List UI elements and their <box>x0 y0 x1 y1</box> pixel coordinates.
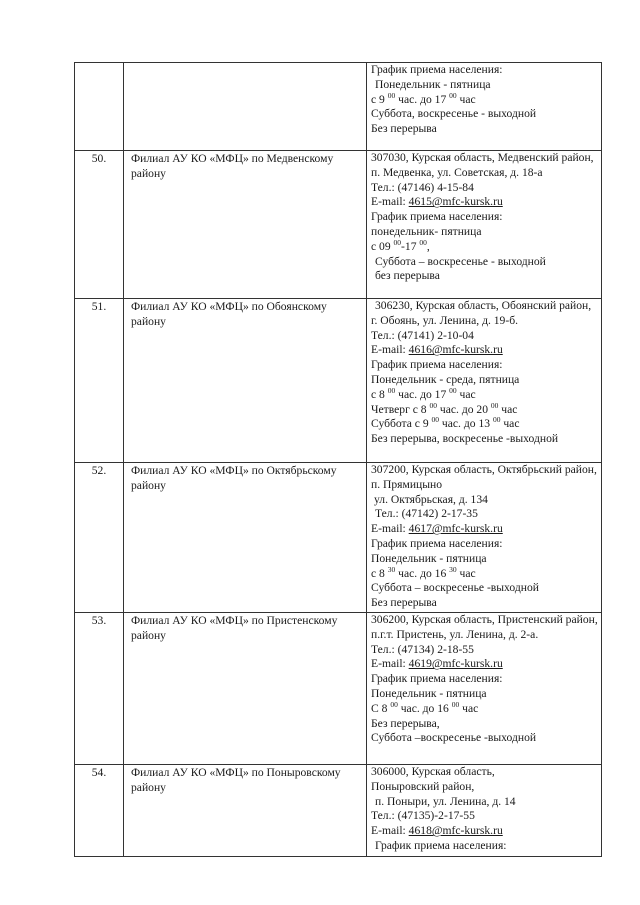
branch-name: Филиал АУ КО «МФЦ» по Пристенскому району <box>131 614 338 642</box>
text-fragment: Тел.: (47141) 2-10-04 <box>371 328 474 342</box>
address-line <box>371 780 599 795</box>
text-fragment: Четверг с 8 <box>371 402 430 416</box>
branch-name: Филиал АУ КО «МФЦ» по Октябрьскому району <box>131 464 337 492</box>
time-minutes-superscript: 00 <box>387 385 396 395</box>
time-minutes-superscript: 00 <box>431 415 440 425</box>
address-line <box>371 181 599 196</box>
address-line <box>371 765 599 780</box>
text-fragment: час <box>456 566 476 580</box>
text-fragment: час. до 16 <box>397 701 452 715</box>
text-fragment: График приема населения: <box>371 63 503 76</box>
text-fragment: с 09 <box>371 239 394 253</box>
branch-contacts-cell <box>367 151 602 299</box>
branch-contacts-cell <box>367 613 602 765</box>
schedule-line <box>371 358 599 373</box>
text-fragment: График приема населения: <box>371 358 503 372</box>
branch-number: 51. <box>91 300 107 313</box>
text-fragment: Тел.: (47146) 4-15-84 <box>371 180 474 194</box>
table-row <box>75 463 602 613</box>
branch-name-cell <box>124 463 367 613</box>
schedule-line <box>371 552 599 567</box>
branch-name: Филиал АУ КО «МФЦ» по Поныровскому району <box>131 766 341 794</box>
table-row <box>75 151 602 299</box>
text-fragment: Понедельник - среда, пятница <box>371 372 520 386</box>
text-fragment: 306000, Курская область, <box>371 765 495 778</box>
text-fragment: п. Медвенка, ул. Советская, д. 18-а <box>371 165 543 179</box>
time-minutes-superscript: 00 <box>390 699 398 709</box>
address-line <box>371 329 599 344</box>
address-line <box>371 824 599 839</box>
text-fragment: час <box>459 701 479 715</box>
text-fragment: График приема населения: <box>371 672 503 686</box>
address-line <box>371 151 599 166</box>
branch-number-cell <box>75 299 124 463</box>
text-fragment: Тел.: (47135)-2-17-55 <box>371 809 475 823</box>
text-fragment: Суббота, воскресенье - выходной <box>371 107 537 121</box>
branches-table <box>74 62 602 857</box>
time-minutes-superscript: 00 <box>451 699 460 709</box>
schedule-line <box>371 78 599 93</box>
schedule-line <box>371 210 599 225</box>
email-link[interactable]: 4619@mfc-kursk.ru <box>408 657 503 671</box>
address-line <box>371 643 599 658</box>
schedule-line <box>371 687 599 702</box>
text-fragment: 307030, Курская область, Медвенский район, <box>371 151 594 164</box>
schedule-line <box>371 717 599 732</box>
text-fragment: Суббота –воскресенье -выходной <box>371 731 537 745</box>
text-fragment: E-mail: <box>371 522 409 536</box>
address-line <box>371 657 599 672</box>
address-line <box>371 343 599 358</box>
address-line <box>371 195 599 210</box>
text-fragment: Понедельник - пятница <box>375 77 491 91</box>
text-fragment: E-mail: <box>371 195 409 209</box>
branch-contacts-cell <box>367 463 602 613</box>
time-minutes-superscript: 00 <box>490 400 499 410</box>
branch-name-cell <box>124 613 367 765</box>
branch-number-cell <box>75 765 124 857</box>
time-minutes-superscript: 30 <box>387 564 396 574</box>
address-line <box>371 628 599 643</box>
schedule-line <box>371 63 599 78</box>
text-fragment: Без перерыва, воскресенье -выходной <box>371 432 559 446</box>
schedule-line <box>371 90 599 108</box>
text-fragment: E-mail: <box>371 824 409 838</box>
text-fragment: График приема населения: <box>371 536 503 550</box>
address-line <box>371 493 599 508</box>
address-line <box>371 809 599 824</box>
text-fragment: График приема населения: <box>375 838 507 852</box>
text-fragment: 306230, Курская область, Обоянский район, <box>375 299 592 312</box>
branch-number-cell <box>75 63 124 151</box>
text-fragment: 306200, Курская область, Пристенский район, <box>371 613 598 626</box>
schedule-line <box>371 385 599 403</box>
branch-number-cell <box>75 151 124 299</box>
text-fragment: час. до 20 <box>437 402 491 416</box>
text-fragment: -17 <box>401 239 420 253</box>
branch-number-cell <box>75 463 124 613</box>
text-fragment: час. до 17 <box>395 387 450 401</box>
text-fragment: 307200, Курская область, Октябрьский район, п. Прямицыно <box>371 463 597 491</box>
table-row <box>75 765 602 857</box>
schedule-line <box>371 373 599 388</box>
time-minutes-superscript: 00 <box>387 90 396 100</box>
email-link[interactable]: 4616@mfc-kursk.ru <box>408 343 503 357</box>
text-fragment: Тел.: (47134) 2-18-55 <box>371 642 474 656</box>
text-fragment: E-mail: <box>371 343 409 357</box>
text-fragment: Тел.: (47142) 2-17-35 <box>375 507 478 521</box>
address-line <box>371 166 599 181</box>
text-fragment: Без перерыва, <box>371 716 440 730</box>
time-minutes-superscript: 00 <box>449 90 457 100</box>
text-fragment: г. Обоянь, ул. Ленина, д. 19-б. <box>371 313 519 327</box>
schedule-line <box>371 596 599 611</box>
branch-number: 50. <box>91 152 107 165</box>
text-fragment: С 8 <box>371 701 391 715</box>
text-fragment: с 8 <box>371 387 388 401</box>
time-minutes-superscript: 00 <box>393 237 402 247</box>
text-fragment: час. до 16 <box>395 566 450 580</box>
address-line <box>371 613 599 628</box>
address-line <box>371 507 599 522</box>
branch-contacts-cell <box>367 765 602 857</box>
time-minutes-superscript: 00 <box>419 237 427 247</box>
branches-table-body <box>75 63 602 857</box>
branch-name-cell <box>124 765 367 857</box>
text-fragment: с 9 <box>371 92 388 106</box>
branch-name-cell <box>124 63 367 151</box>
address-line <box>371 463 599 493</box>
branch-name-cell <box>124 151 367 299</box>
schedule-line <box>371 400 599 418</box>
table-row <box>75 299 602 463</box>
schedule-line <box>371 672 599 687</box>
text-fragment: час <box>500 417 520 431</box>
text-fragment: Понедельник - пятница <box>371 686 487 700</box>
table-row <box>75 613 602 765</box>
schedule-line <box>371 564 599 582</box>
time-minutes-superscript: 00 <box>429 400 437 410</box>
email-link[interactable]: 4618@mfc-kursk.ru <box>408 824 503 838</box>
text-fragment: без перерыва <box>375 269 440 283</box>
schedule-line <box>371 581 599 596</box>
address-line <box>371 795 599 810</box>
text-fragment: E-mail: <box>371 657 409 671</box>
schedule-line <box>371 107 599 122</box>
schedule-line <box>371 237 599 255</box>
text-fragment: , <box>426 239 430 253</box>
address-line <box>371 314 599 329</box>
schedule-line <box>371 839 599 854</box>
address-line <box>371 299 599 314</box>
text-fragment: час. до 17 <box>395 92 450 106</box>
branch-name: Филиал АУ КО «МФЦ» по Обоянскому району <box>131 300 327 328</box>
time-minutes-superscript: 00 <box>449 385 457 395</box>
text-fragment: час <box>456 387 476 401</box>
text-fragment: График приема населения: <box>371 210 503 224</box>
text-fragment: час <box>498 402 518 416</box>
schedule-line <box>371 122 599 137</box>
text-fragment: Без перерыва <box>371 122 437 136</box>
schedule-line <box>371 269 599 284</box>
text-fragment: понедельник- пятница <box>371 224 482 238</box>
branch-contacts-cell <box>367 299 602 463</box>
branch-name: Филиал АУ КО «МФЦ» по Медвенскому району <box>131 152 334 180</box>
branch-number: 52. <box>91 464 107 477</box>
text-fragment: п. Поныри, ул. Ленина, д. 14 <box>375 794 516 808</box>
schedule-line <box>371 432 599 447</box>
text-fragment: ул. Октябрьская, д. 134 <box>374 492 488 506</box>
time-minutes-superscript: 00 <box>492 415 501 425</box>
email-link[interactable]: 4615@mfc-kursk.ru <box>408 195 503 209</box>
schedule-line <box>371 537 599 552</box>
branch-name-cell <box>124 299 367 463</box>
address-line <box>371 522 599 537</box>
table-row <box>75 63 602 151</box>
schedule-line <box>371 699 599 717</box>
text-fragment: час. до 13 <box>439 417 493 431</box>
text-fragment: Суббота с 9 <box>371 417 432 431</box>
text-fragment: п.г.т. Пристень, ул. Ленина, д. 2-а. <box>371 627 539 641</box>
text-fragment: час <box>456 92 476 106</box>
text-fragment: Без перерыва <box>371 596 437 610</box>
text-fragment: Суббота – воскресенье -выходной <box>371 581 539 595</box>
branch-number: 54. <box>91 766 107 779</box>
text-fragment: с 8 <box>371 566 388 580</box>
branch-number: 53. <box>91 614 107 627</box>
schedule-line <box>371 255 599 270</box>
text-fragment: Понедельник - пятница <box>371 551 487 565</box>
schedule-line <box>371 225 599 240</box>
branch-number-cell <box>75 613 124 765</box>
text-fragment: Поныровский район, <box>371 779 475 793</box>
branch-contacts-cell <box>367 63 602 151</box>
email-link[interactable]: 4617@mfc-kursk.ru <box>408 522 503 536</box>
time-minutes-superscript: 30 <box>449 564 457 574</box>
schedule-line <box>371 417 599 432</box>
text-fragment: Суббота – воскресенье - выходной <box>375 254 546 268</box>
schedule-line <box>371 731 599 746</box>
